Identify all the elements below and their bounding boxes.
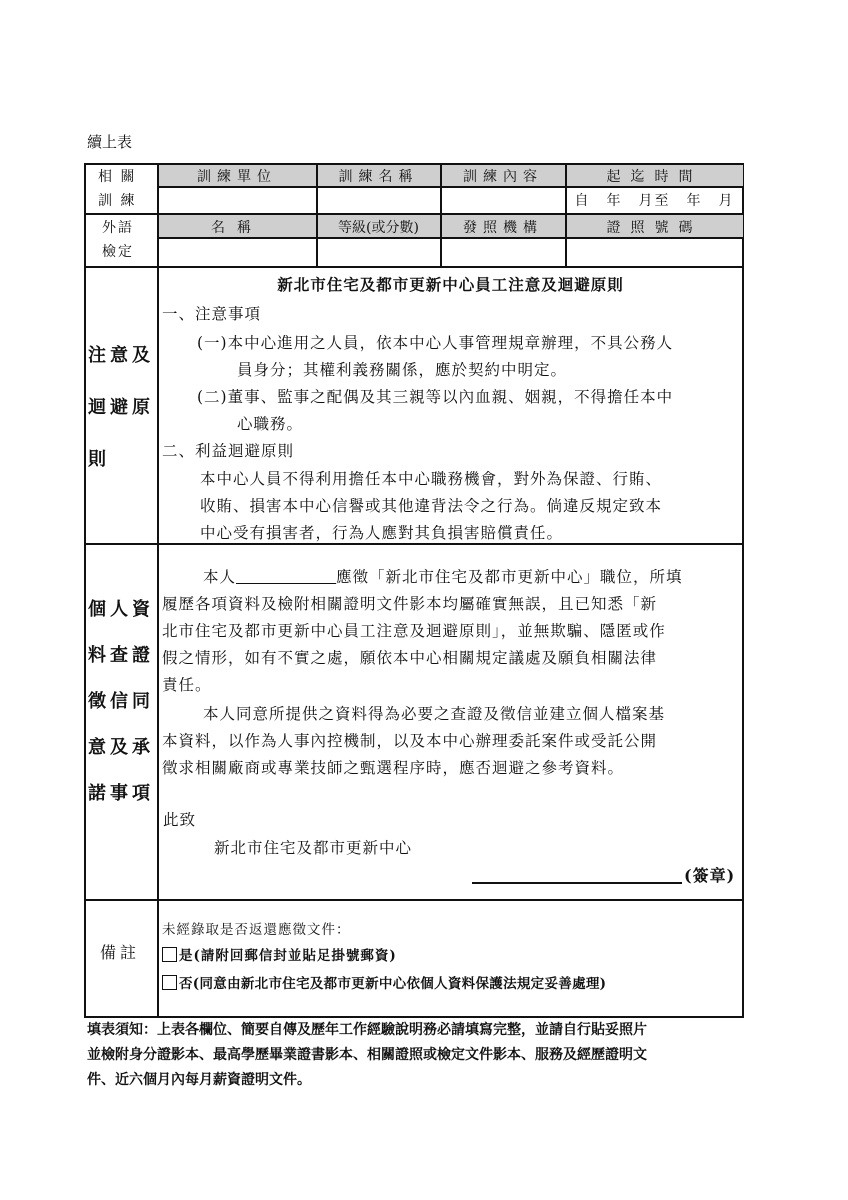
row-line-remarks-top	[85, 899, 743, 901]
rules-para-line-3: 中心受有損害者，行為人應對其負損害賠償責任。	[200, 524, 564, 542]
applicant-name-blank[interactable]	[236, 569, 336, 584]
training-header-period: 起迄時間	[606, 169, 703, 185]
row-line-language-top	[85, 213, 743, 215]
rules-item-2-line-2: 心職務。	[237, 415, 304, 433]
consent-p1-line-3: 北市住宅及都市更新中心員工注意及迴避原則」，並無欺騙、隱匿或作	[162, 622, 666, 640]
language-header-level: 等級(或分數)	[338, 220, 419, 236]
consent-p1-line-5: 責任。	[162, 676, 212, 694]
row-line-training-mid	[158, 186, 743, 188]
rules-title: 新北市住宅及都市更新中心員工注意及迴避原則	[277, 275, 624, 294]
yes-checkbox[interactable]	[162, 947, 177, 962]
rules-para-line-2: 收賄、損害本中心信譽或其他違背法令之行為。倘違反規定致本	[200, 497, 663, 515]
consent-p2-line-1: 本人同意所提供之資料得為必要之查證及徵信並建立個人檔案基	[203, 705, 666, 723]
training-header-name: 訓練名稱	[338, 169, 419, 185]
row-line-rules-top	[85, 266, 743, 268]
language-header-number: 證照號碼	[606, 220, 703, 236]
form-instructions: 填表須知：上表各欄位、簡要自傳及歷年工作經驗說明務必請填寫完整，並請自行貼妥照片 並檢附身分證影本、最高學歷畢業證書影本、相關證照或檢定文件影本、服務及經歷證明文 件、近六個月內每月薪資證明文件。	[87, 1022, 647, 1088]
rules-item-1-line-1: (一)本中心進用之人員，依本中心人事管理規章辦理，不具公務人	[197, 334, 674, 352]
rules-section-1: 一、注意事項	[162, 305, 262, 323]
continued-label: 續上表	[87, 133, 133, 151]
training-header-content: 訓練內容	[463, 169, 543, 185]
training-period-value: 自 年 月至 年 月	[574, 193, 735, 209]
language-header-name: 名稱	[211, 220, 263, 236]
training-header-unit: 訓練單位	[197, 169, 277, 185]
language-header-issuer: 發照機構	[463, 220, 543, 236]
consent-p1-line-2: 履歷各項資料及檢附相關證明文件影本均屬確實無誤，且已知悉「新	[162, 595, 658, 613]
rules-item-1-line-2: 員身分；其權利義務關係，應於契約中明定。	[237, 361, 568, 379]
consent-recipient: 新北市住宅及都市更新中心	[214, 839, 413, 857]
rules-para-line-1: 本中心人員不得利用擔任本中心職務機會，對外為保證、行賄、	[200, 470, 663, 488]
remarks-no-option: 否(同意由新北市住宅及都市更新中心依個人資料保護法規定妥善處理)	[162, 972, 606, 992]
consent-side-label: 個人資 料查證 徵信同 意及承 諾事項	[88, 599, 154, 804]
consent-p1-line-4: 假之情形，如有不實之處，願依本中心相關規定議處及願負相關法律	[162, 649, 658, 667]
rules-section-2: 二、利益迴避原則	[162, 442, 295, 460]
remarks-yes-option: 是(請附回郵信封並貼足掛號郵資)	[162, 944, 397, 964]
training-label: 相 關 訓 練	[98, 169, 137, 209]
rules-item-2-line-1: (二)董事、監事之配偶及其三親等以內血親、姻親，不得擔任本中	[197, 388, 674, 406]
rules-side-label: 注意及 迴避原 則	[88, 345, 154, 470]
signature-label: (簽章)	[684, 866, 736, 885]
row-line-consent-top	[85, 543, 743, 545]
consent-p2-line-2: 本資料，以作為人事內控機制，以及本中心辦理委託案件或受託公開	[162, 732, 658, 750]
language-label: 外語 檢定	[102, 220, 134, 260]
consent-salute: 此致	[163, 811, 197, 829]
no-checkbox[interactable]	[162, 975, 177, 990]
remarks-question: 未經錄取是否返還應徵文件：	[162, 922, 351, 938]
row-line-language-mid	[158, 237, 743, 239]
consent-p1-line-1: 本人 應徵「新北市住宅及都市更新中心」職位，所填	[203, 568, 683, 586]
signature-line[interactable]	[472, 882, 682, 884]
remarks-label: 備註	[100, 943, 141, 962]
consent-p2-line-3: 徵求相關廠商或專業技師之甄選程序時，應否迴避之參考資料。	[162, 759, 625, 777]
